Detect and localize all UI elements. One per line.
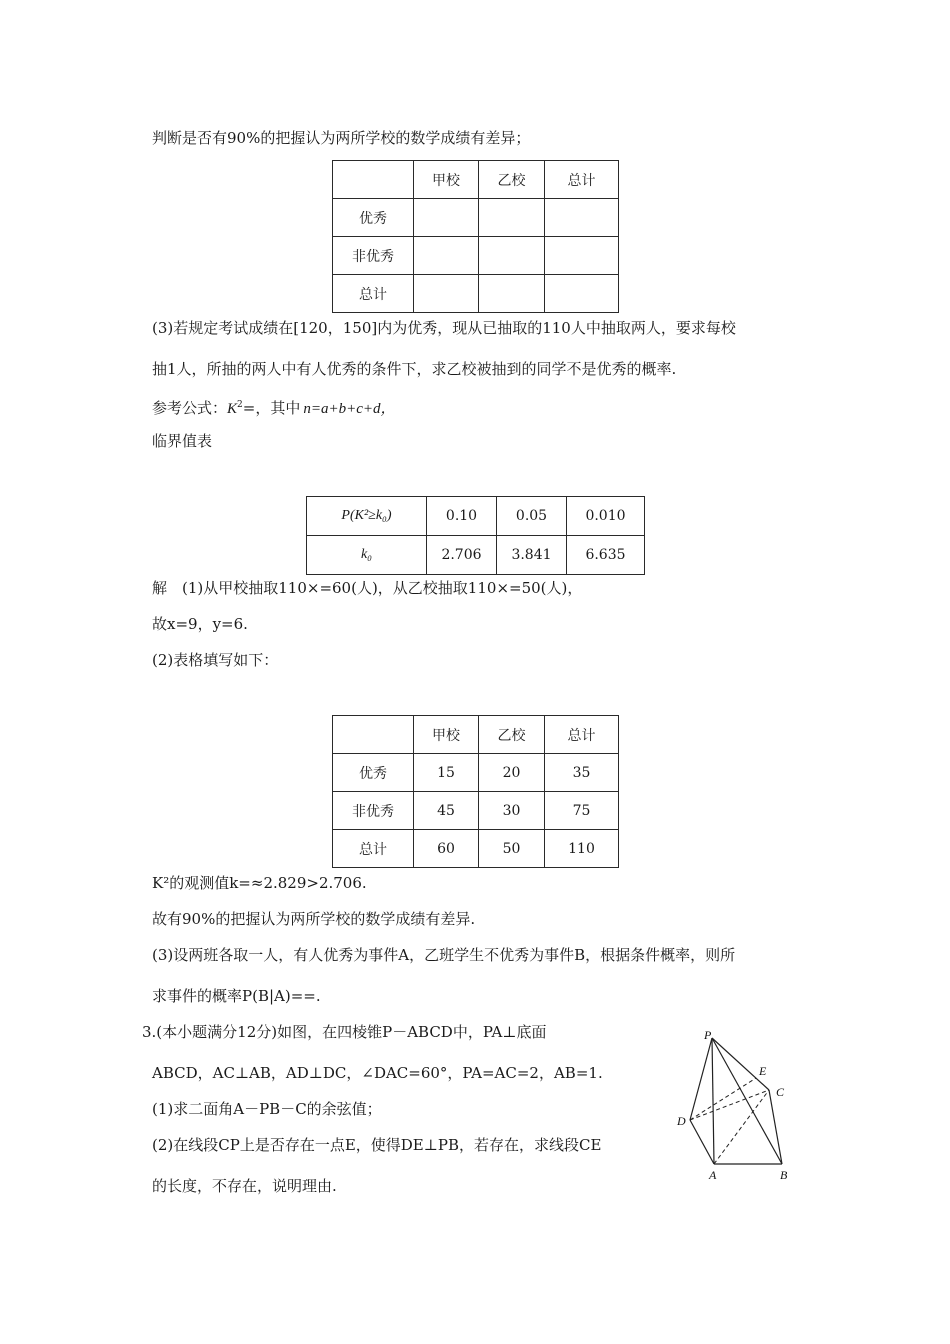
table-cell: 30 bbox=[479, 792, 545, 830]
table-cell: 甲校 bbox=[414, 716, 479, 754]
problem3-line1: 3.(本小题满分12分)如图，在四棱锥P－ABCD中，PA⊥底面 bbox=[142, 1023, 547, 1041]
critical-value-table bbox=[306, 496, 645, 575]
filled-contingency-table bbox=[332, 715, 619, 868]
solution-line3: (2)表格填写如下： bbox=[152, 651, 279, 669]
reference-formula bbox=[152, 395, 396, 419]
label-A: A bbox=[709, 1168, 717, 1182]
solution-line2: 故x=9，y=6. bbox=[152, 615, 248, 633]
table-cell: 2.706 bbox=[427, 536, 497, 575]
k-observed-value: K²的观测值k=≈2.829>2.706. bbox=[152, 874, 367, 892]
table-cell bbox=[479, 275, 545, 313]
table-row bbox=[333, 237, 619, 275]
table-cell: 15 bbox=[414, 754, 479, 792]
table-cell bbox=[333, 716, 414, 754]
table-header-row bbox=[333, 716, 619, 754]
table-cell bbox=[545, 275, 619, 313]
formula-n: n bbox=[303, 401, 311, 417]
critical-table-title: 临界值表 bbox=[152, 432, 213, 450]
label-E: E bbox=[759, 1064, 767, 1078]
table-row bbox=[307, 497, 645, 536]
table-row bbox=[307, 536, 645, 575]
table-cell bbox=[545, 237, 619, 275]
formula-prefix: 参考公式： bbox=[152, 399, 228, 417]
table-row bbox=[333, 754, 619, 792]
part3-line1: (3)设两班各取一人，有人优秀为事件A，乙班学生不优秀为事件B，根据条件概率，则所 bbox=[152, 946, 736, 964]
edge-DA bbox=[690, 1120, 714, 1164]
formula-rest: =a+b+c+d， bbox=[310, 401, 396, 417]
table-cell: 3.841 bbox=[497, 536, 567, 575]
table-cell bbox=[414, 199, 479, 237]
table-cell bbox=[414, 237, 479, 275]
table-cell: 45 bbox=[414, 792, 479, 830]
problem3-line4: (2)在线段CP上是否存在一点E，使得DE⊥PB，若存在，求线段CE bbox=[152, 1136, 602, 1154]
table-cell: 60 bbox=[414, 830, 479, 868]
label-B: B bbox=[780, 1168, 788, 1182]
formula-eq: =，其中 bbox=[242, 399, 301, 417]
problem3-line5: 的长度，不存在，说明理由. bbox=[152, 1177, 337, 1195]
table-cell: 非优秀 bbox=[333, 792, 414, 830]
table-cell: 非优秀 bbox=[333, 237, 414, 275]
table-header-row bbox=[333, 161, 619, 199]
hidden-edge-DC bbox=[690, 1090, 769, 1120]
table-cell: 20 bbox=[479, 754, 545, 792]
table-cell: 110 bbox=[545, 830, 619, 868]
label-C: C bbox=[776, 1085, 785, 1099]
table-cell: 总计 bbox=[545, 716, 619, 754]
table-cell: 乙校 bbox=[479, 716, 545, 754]
table-cell: 0.010 bbox=[567, 497, 645, 536]
table-cell bbox=[479, 199, 545, 237]
table-row bbox=[333, 275, 619, 313]
table-cell: 优秀 bbox=[333, 199, 414, 237]
empty-contingency-table bbox=[332, 160, 619, 313]
edge-PA bbox=[712, 1038, 714, 1164]
problem3-line2: ABCD，AC⊥AB，AD⊥DC，∠DAC=60°，PA=AC=2，AB=1. bbox=[152, 1064, 603, 1082]
q3-line1: (3)若规定考试成绩在[120，150]内为优秀，现从已抽取的110人中抽取两人，要求每校 bbox=[152, 319, 736, 337]
table-cell bbox=[414, 275, 479, 313]
table-cell: 6.635 bbox=[567, 536, 645, 575]
table-cell: 0.10 bbox=[427, 497, 497, 536]
table-cell: 35 bbox=[545, 754, 619, 792]
table-cell: k₀ bbox=[307, 536, 427, 575]
problem3-line3: (1)求二面角A－PB－C的余弦值； bbox=[152, 1100, 382, 1118]
label-P: P bbox=[704, 1028, 712, 1042]
table-cell: 乙校 bbox=[479, 161, 545, 199]
table-cell: 总计 bbox=[333, 275, 414, 313]
table-row bbox=[333, 792, 619, 830]
table-cell: 总计 bbox=[333, 830, 414, 868]
table-cell: 0.05 bbox=[497, 497, 567, 536]
table-row bbox=[333, 830, 619, 868]
label-D: D bbox=[677, 1114, 686, 1128]
table-row bbox=[333, 199, 619, 237]
table-cell: 75 bbox=[545, 792, 619, 830]
table-cell: 总计 bbox=[545, 161, 619, 199]
table-cell bbox=[333, 161, 414, 199]
hidden-edge-AC bbox=[714, 1090, 769, 1164]
para-top: 判断是否有90%的把握认为两所学校的数学成绩有差异； bbox=[152, 129, 531, 147]
table-cell: 甲校 bbox=[414, 161, 479, 199]
formula-sup: 2 bbox=[237, 400, 243, 410]
table-cell: 优秀 bbox=[333, 754, 414, 792]
formula-k: K bbox=[227, 401, 238, 417]
table-cell: 50 bbox=[479, 830, 545, 868]
table-cell bbox=[479, 237, 545, 275]
solution-line1: 解 (1)从甲校抽取110×=60(人)，从乙校抽取110×=50(人)， bbox=[152, 579, 583, 597]
conclusion-line: 故有90%的把握认为两所学校的数学成绩有差异. bbox=[152, 910, 476, 928]
table-cell: P(K²≥k₀) bbox=[307, 497, 427, 536]
q3-line2: 抽1人，所抽的两人中有人优秀的条件下，求乙校被抽到的同学不是优秀的概率. bbox=[152, 360, 677, 378]
table-cell bbox=[545, 199, 619, 237]
part3-line2: 求事件的概率P(B|A)==. bbox=[152, 987, 321, 1005]
pyramid-figure bbox=[672, 1028, 802, 1188]
